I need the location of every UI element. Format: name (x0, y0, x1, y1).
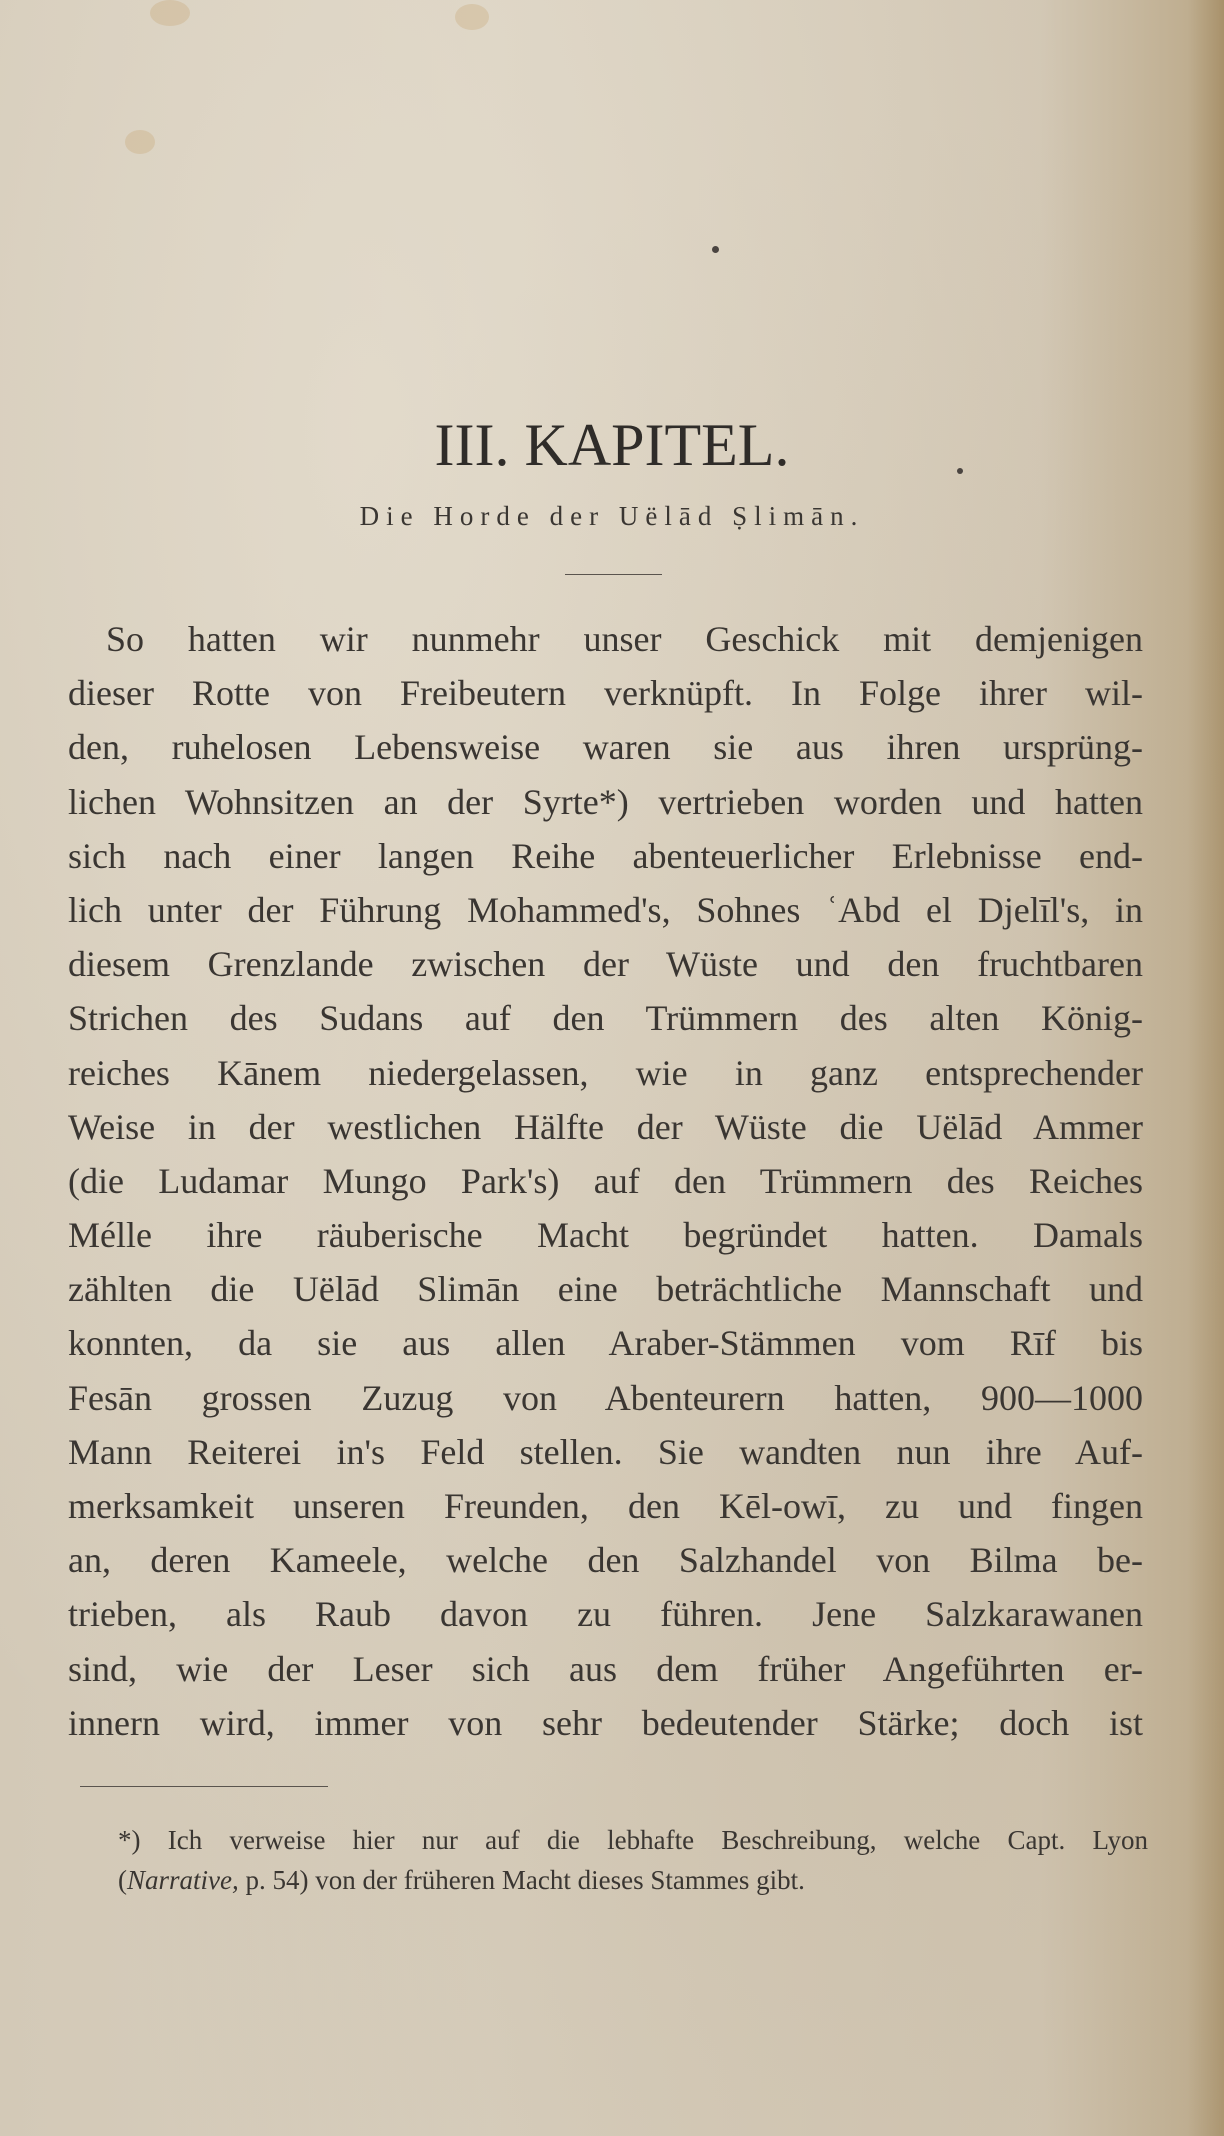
chapter-title: III. KAPITEL. (434, 412, 790, 478)
body-line: zählten die Uëlād Slimān eine beträchtliche Mannschaft und (68, 1269, 1143, 1310)
body-line: (die Ludamar Mungo Park's) auf den Trümmern des Reiches (68, 1160, 1143, 1201)
body-line: lichen Wohnsitzen an der Syrte*) vertrieben worden und hatten (68, 781, 1143, 822)
body-line: den, ruhelosen Lebensweise waren sie aus ihren ursprüng- (68, 727, 1143, 768)
body-line: lich unter der Führung Mohammed's, Sohnes ʿAbd el Djelīl's, in (68, 889, 1143, 930)
body-line: an, deren Kameele, welche den Salzhandel von Bilma be- (68, 1540, 1143, 1581)
footnote-line-rest: p. 54) von der früheren Macht dieses Stammes gibt. (238, 1865, 805, 1895)
body-line: trieben, als Raub davon zu führen. Jene Salzkarawanen (68, 1594, 1143, 1635)
body-line: konnten, da sie aus allen Araber-Stämmen vom Rīf bis (68, 1323, 1143, 1364)
ink-speck (712, 246, 719, 253)
body-line: sind, wie der Leser sich aus dem früher Angeführten er- (68, 1648, 1143, 1689)
body-line: Weise in der westlichen Hälfte der Wüste die Uëlād Ammer (68, 1106, 1143, 1147)
body-line: innern wird, immer von sehr bedeutender Stärke; doch ist (68, 1702, 1143, 1743)
footnote-line: *) Ich verweise hier nur auf die lebhafte Beschreibung, welche Capt. Lyon (118, 1825, 1148, 1855)
footnote-line (118, 1860, 1148, 1900)
body-line: Mélle ihre räuberische Macht begründet hatten. Damals (68, 1215, 1143, 1256)
paper-stain (455, 4, 489, 30)
body-line: Strichen des Sudans auf den Trümmern des alten König- (68, 998, 1143, 1039)
body-line: dieser Rotte von Freibeutern verknüpft. In Folge ihrer wil- (68, 673, 1143, 714)
body-text (68, 612, 1143, 1750)
body-line: Fesān grossen Zuzug von Abenteurern hatten, 900—1000 (68, 1377, 1143, 1418)
body-line: reiches Kānem niedergelassen, wie in ganz entsprechender (68, 1052, 1143, 1093)
footnote-divider (80, 1786, 328, 1787)
paper-stain (125, 130, 155, 154)
footnote-work-title: Narrative, (127, 1865, 239, 1895)
paper-stain (150, 0, 190, 26)
body-line: Mann Reiterei in's Feld stellen. Sie wandten nun ihre Auf- (68, 1431, 1143, 1472)
body-line: diesem Grenzlande zwischen der Wüste und den fruchtbaren (68, 944, 1143, 985)
body-line: merksamkeit unseren Freunden, den Kēl-owī, zu und fingen (68, 1486, 1143, 1526)
footnote (118, 1820, 1148, 1900)
footnote-paren: ( (118, 1865, 127, 1895)
body-line: sich nach einer langen Reihe abenteuerlicher Erlebnisse end- (68, 835, 1143, 876)
body-line: So hatten wir nunmehr unser Geschick mit demjenigen (106, 619, 1143, 659)
title-divider (565, 574, 662, 575)
chapter-subtitle: Die Horde der Uëlād Ṣlimān. (359, 501, 865, 531)
